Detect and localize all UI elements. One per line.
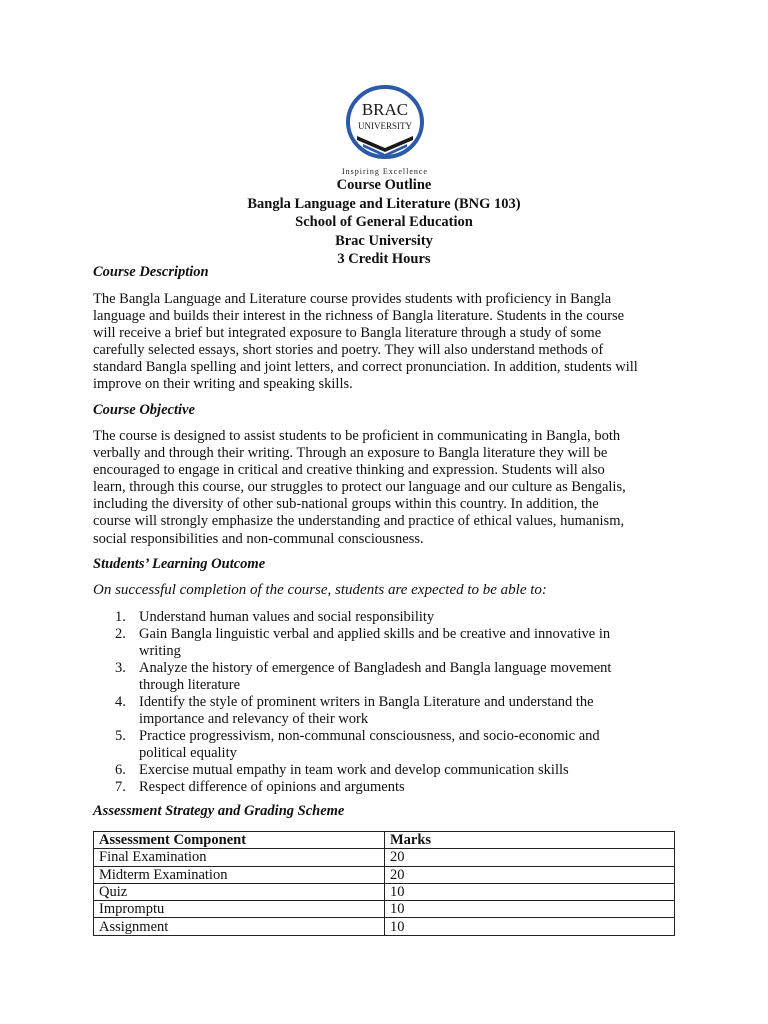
list-item	[115, 728, 675, 762]
list-item	[115, 694, 675, 728]
list-item-text: Exercise mutual empathy in team work and develop communication skills	[139, 762, 569, 778]
list-item-text: Understand human values and social responsibility	[139, 609, 435, 625]
table-cell: Impromptu	[94, 901, 385, 918]
paragraph-line: social responsibilities and non-communal consciousness.	[93, 530, 424, 547]
logo-emblem-icon	[330, 84, 440, 176]
list-item-number: 6.	[115, 762, 126, 778]
list-item	[115, 626, 675, 660]
paragraph-line: The Bangla Language and Literature course provides students with proficiency in Bangla	[93, 291, 612, 307]
table-cell: Quiz	[94, 883, 385, 900]
list-item-text: Analyze the history of emergence of Bangladesh and Bangla language movement	[139, 660, 612, 676]
list-item-text: Practice progressivism, non-communal consciousness, and socio-economic and	[139, 728, 600, 744]
table-row	[94, 866, 675, 883]
school-name: School of General Education	[295, 214, 473, 230]
learning-outcome-list	[115, 609, 675, 796]
list-item-text: Gain Bangla linguistic verbal and applied skills and be creative and innovative in	[139, 626, 611, 642]
list-item-number: 2.	[115, 626, 126, 642]
table-row	[94, 883, 675, 900]
table-cell: 20	[385, 866, 675, 883]
table-row	[94, 849, 675, 866]
grading-table	[93, 831, 675, 936]
list-item	[115, 609, 675, 626]
logo-university-text: UNIVERSITY	[358, 121, 412, 131]
list-item-text: political equality	[139, 745, 237, 761]
table-row	[94, 918, 675, 935]
course-description-heading: Course Description	[93, 264, 209, 280]
paragraph-line: verbally and through their writing. Through an exposure to Bangla literature they will be	[93, 445, 608, 462]
list-item	[115, 762, 675, 779]
table-cell: 20	[385, 849, 675, 866]
list-item-text: through literature	[139, 677, 241, 693]
list-item-text: Identify the style of prominent writers in Bangla Literature and understand the	[139, 694, 594, 710]
paragraph-line: carefully selected essays, short stories and poetry. They will also understand methods of	[93, 342, 604, 359]
brac-university-logo	[330, 84, 440, 176]
university-name: Brac University	[335, 232, 433, 249]
list-item-number: 1.	[115, 609, 126, 625]
table-cell: Final Examination	[94, 849, 385, 866]
paragraph-line: The course is designed to assist students to be proficient in communicating in Bangla, both	[93, 428, 621, 444]
paragraph-line: language and builds their interest in the richness of Bangla literature. Students in the course	[93, 308, 625, 325]
list-item-text: importance and relevancy of their work	[139, 711, 369, 727]
table-header-row	[94, 832, 675, 849]
learning-outcome-heading: Students’ Learning Outcome	[93, 556, 266, 572]
course-name: Bangla Language and Literature (BNG 103)	[247, 195, 521, 212]
logo-tagline-text: Inspiring Excellence	[342, 167, 428, 176]
paragraph-line: improve on their writing and speaking skills.	[93, 376, 353, 393]
paragraph-line: will receive a brief but integrated exposure to Bangla literature through a study of some	[93, 325, 602, 342]
list-item-text: writing	[139, 643, 181, 659]
column-header: Marks	[385, 832, 675, 849]
assessment-heading: Assessment Strategy and Grading Scheme	[93, 803, 345, 819]
list-item-number: 5.	[115, 728, 126, 744]
table-cell: Assignment	[94, 918, 385, 935]
paragraph-line: encouraged to engage in critical and creative thinking and expression. Students will also	[93, 462, 605, 479]
list-item-text: Respect difference of opinions and arguments	[139, 779, 405, 795]
paragraph-line: learn, through this course, our struggles to protect our language and our culture as Bengalis,	[93, 479, 626, 496]
course-objective-heading: Course Objective	[93, 402, 195, 418]
learning-outcome-lead: On successful completion of the course, students are expected to be able to:	[93, 582, 547, 598]
credit-hours: 3 Credit Hours	[337, 251, 431, 267]
logo-brac-text: BRAC	[361, 100, 409, 119]
title-block	[0, 176, 768, 269]
paragraph-line: standard Bangla spelling and joint letters, and correct pronunciation. In addition, students will	[93, 359, 638, 376]
list-item-number: 7.	[115, 779, 126, 795]
course-description-text	[93, 291, 683, 394]
paragraph-line: including the diversity of other sub-national groups within this country. In addition, the	[93, 496, 599, 513]
table-cell: 10	[385, 883, 675, 900]
table-cell: 10	[385, 918, 675, 935]
table-row	[94, 901, 675, 918]
column-header: Assessment Component	[94, 832, 385, 849]
list-item	[115, 779, 675, 796]
document-title: Course Outline	[336, 177, 432, 193]
course-objective-text	[93, 428, 683, 548]
paragraph-line: course will strongly emphasize the understanding and practice of ethical values, humanism,	[93, 513, 625, 530]
list-item-number: 4.	[115, 694, 126, 710]
table-cell: 10	[385, 901, 675, 918]
list-item	[115, 660, 675, 694]
table-cell: Midterm Examination	[94, 866, 385, 883]
list-item-number: 3.	[115, 660, 126, 676]
